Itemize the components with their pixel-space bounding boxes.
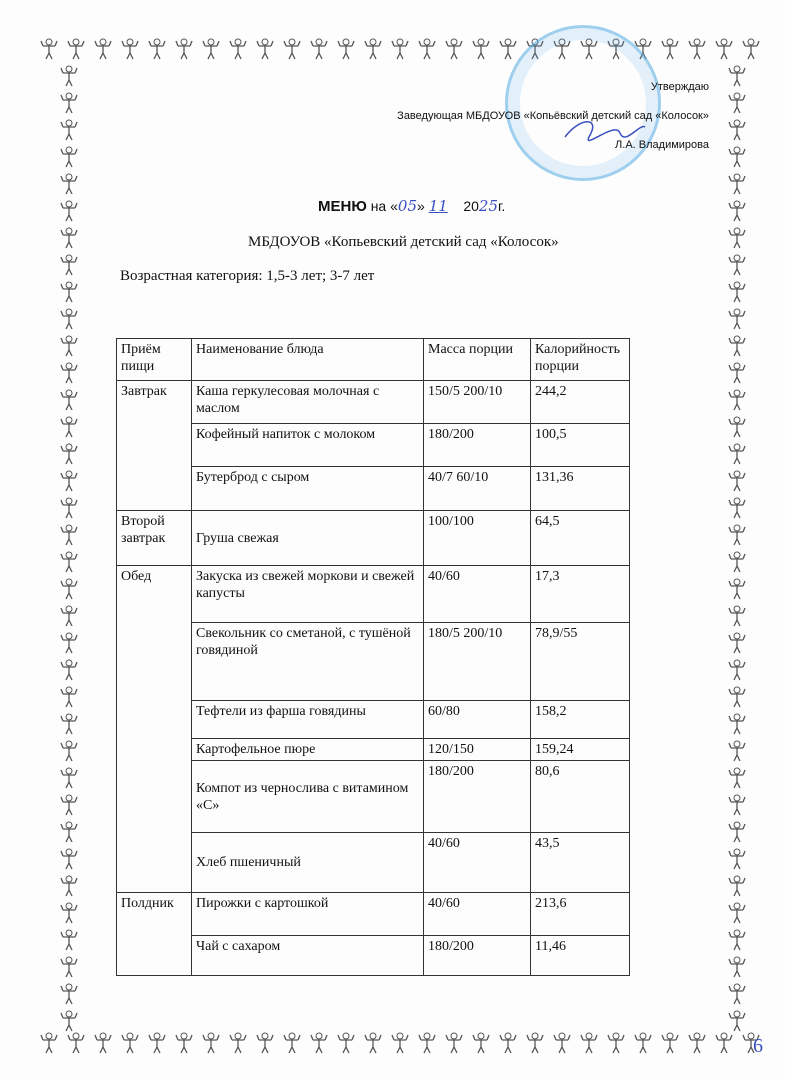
mass-cell: 40/60 <box>424 833 531 893</box>
dish-cell: Чай с сахаром <box>192 936 424 976</box>
child-figure-icon <box>728 551 746 573</box>
kcal-cell: 78,9/55 <box>531 623 630 701</box>
child-figure-icon <box>175 1032 193 1054</box>
child-figure-icon <box>728 524 746 546</box>
child-figure-icon <box>364 1032 382 1054</box>
child-figure-icon <box>175 38 193 60</box>
mass-cell: 40/7 60/10 <box>424 467 531 511</box>
child-figure-icon <box>728 173 746 195</box>
child-figure-icon <box>728 308 746 330</box>
child-figure-icon <box>337 38 355 60</box>
table-row <box>117 381 630 424</box>
child-figure-icon <box>728 416 746 438</box>
child-figure-icon <box>472 1032 490 1054</box>
child-figure-icon <box>60 794 78 816</box>
child-figure-icon <box>60 497 78 519</box>
child-figure-icon <box>60 956 78 978</box>
table-row <box>117 701 630 739</box>
menu-title: МЕНЮ <box>318 198 367 215</box>
dish-cell: Закуска из свежей моркови и свежей капусты <box>192 566 424 623</box>
approver-position: Заведующая МБДОУОВ «Копьёвский детский сад «Колосок» <box>397 110 709 122</box>
child-figure-icon <box>310 1032 328 1054</box>
child-figure-icon <box>60 254 78 276</box>
child-figure-icon <box>728 389 746 411</box>
child-figure-icon <box>728 821 746 843</box>
kcal-cell: 43,5 <box>531 833 630 893</box>
child-figure-icon <box>60 308 78 330</box>
child-figure-icon <box>40 38 58 60</box>
dish-cell: Каша геркулесовая молочная с маслом <box>192 381 424 424</box>
dish-cell: Свекольник со сметаной, с тушёной говядиной <box>192 623 424 701</box>
dish-cell: Пирожки с картошкой <box>192 893 424 936</box>
child-figure-icon <box>60 740 78 762</box>
child-figure-icon <box>728 659 746 681</box>
child-figure-icon <box>728 956 746 978</box>
child-figure-icon <box>742 38 760 60</box>
kcal-cell: 131,36 <box>531 467 630 511</box>
child-figure-icon <box>728 605 746 627</box>
child-figure-icon <box>580 1032 598 1054</box>
date-day: 05 <box>397 197 417 215</box>
child-figure-icon <box>121 38 139 60</box>
child-figure-icon <box>67 1032 85 1054</box>
mass-cell: 180/5 200/10 <box>424 623 531 701</box>
child-figure-icon <box>60 875 78 897</box>
dish-cell: Картофельное пюре <box>192 739 424 761</box>
child-figure-icon <box>661 38 679 60</box>
child-figure-icon <box>60 578 78 600</box>
child-figure-icon <box>60 416 78 438</box>
table-row <box>117 739 630 761</box>
child-figure-icon <box>728 65 746 87</box>
child-figure-icon <box>283 38 301 60</box>
child-figure-icon <box>728 902 746 924</box>
child-figure-icon <box>728 92 746 114</box>
child-figure-icon <box>364 38 382 60</box>
child-figure-icon <box>445 38 463 60</box>
child-figure-icon <box>60 1010 78 1032</box>
dish-cell: Компот из чернослива с витамином «С» <box>192 761 424 833</box>
child-figure-icon <box>60 362 78 384</box>
dish-cell: Хлеб пшеничный <box>192 833 424 893</box>
mass-cell: 120/150 <box>424 739 531 761</box>
child-figure-icon <box>728 740 746 762</box>
child-figure-icon <box>728 200 746 222</box>
child-figure-icon <box>60 686 78 708</box>
child-figure-icon <box>229 38 247 60</box>
date-month: 11 <box>428 197 448 215</box>
approver-name: Л.А. Владимирова <box>615 139 709 151</box>
column-header: Наименование блюда <box>192 339 424 381</box>
child-figure-icon <box>728 578 746 600</box>
child-figure-icon <box>553 1032 571 1054</box>
column-header: Масса порции <box>424 339 531 381</box>
page-number: 6 <box>753 1035 763 1057</box>
child-figure-icon <box>728 281 746 303</box>
mass-cell: 40/60 <box>424 566 531 623</box>
table-row <box>117 893 630 936</box>
mass-cell: 40/60 <box>424 893 531 936</box>
child-figure-icon <box>60 200 78 222</box>
child-figure-icon <box>60 659 78 681</box>
menu-table <box>116 338 630 976</box>
child-figure-icon <box>256 38 274 60</box>
kcal-cell: 80,6 <box>531 761 630 833</box>
page-title <box>318 197 505 215</box>
child-figure-icon <box>60 848 78 870</box>
child-figure-icon <box>728 227 746 249</box>
child-figure-icon <box>728 713 746 735</box>
child-figure-icon <box>148 38 166 60</box>
child-figure-icon <box>60 929 78 951</box>
child-figure-icon <box>60 902 78 924</box>
table-row <box>117 623 630 701</box>
child-figure-icon <box>728 443 746 465</box>
age-category: Возрастная категория: 1,5-3 лет; 3-7 лет <box>120 268 375 284</box>
mass-cell: 180/200 <box>424 936 531 976</box>
mass-cell: 180/200 <box>424 761 531 833</box>
approve-label: Утверждаю <box>650 81 709 93</box>
child-figure-icon <box>728 794 746 816</box>
child-figure-icon <box>67 38 85 60</box>
child-figure-icon <box>728 362 746 384</box>
child-figure-icon <box>728 254 746 276</box>
kcal-cell: 213,6 <box>531 893 630 936</box>
meal-cell: Второй завтрак <box>117 511 192 566</box>
child-figure-icon <box>60 227 78 249</box>
child-figure-icon <box>607 1032 625 1054</box>
child-figure-icon <box>418 1032 436 1054</box>
child-figure-icon <box>94 38 112 60</box>
child-figure-icon <box>283 1032 301 1054</box>
child-figure-icon <box>60 551 78 573</box>
child-figure-icon <box>60 146 78 168</box>
kcal-cell: 159,24 <box>531 739 630 761</box>
child-figure-icon <box>728 632 746 654</box>
mass-cell: 150/5 200/10 <box>424 381 531 424</box>
child-figure-icon <box>445 1032 463 1054</box>
child-figure-icon <box>60 65 78 87</box>
child-figure-icon <box>256 1032 274 1054</box>
child-figure-icon <box>60 524 78 546</box>
table-row <box>117 566 630 623</box>
child-figure-icon <box>60 470 78 492</box>
kcal-cell: 11,46 <box>531 936 630 976</box>
child-figure-icon <box>60 173 78 195</box>
child-figure-icon <box>728 1010 746 1032</box>
child-figure-icon <box>728 470 746 492</box>
child-figure-icon <box>60 767 78 789</box>
child-figure-icon <box>60 605 78 627</box>
child-figure-icon <box>202 1032 220 1054</box>
meal-cell: Обед <box>117 566 192 893</box>
child-figure-icon <box>60 389 78 411</box>
child-figure-icon <box>60 632 78 654</box>
year-prefix: 20 <box>463 198 479 214</box>
child-figure-icon <box>60 713 78 735</box>
child-figure-icon <box>728 335 746 357</box>
mass-cell: 60/80 <box>424 701 531 739</box>
child-figure-icon <box>688 38 706 60</box>
child-figure-icon <box>60 281 78 303</box>
child-figure-icon <box>728 983 746 1005</box>
approval-block <box>397 73 709 160</box>
date-year: 25 <box>478 197 499 215</box>
column-header: Калорийность порции <box>531 339 630 381</box>
kcal-cell: 64,5 <box>531 511 630 566</box>
table-row <box>117 511 630 566</box>
kcal-cell: 158,2 <box>531 701 630 739</box>
child-figure-icon <box>60 821 78 843</box>
child-figure-icon <box>715 1032 733 1054</box>
table-row <box>117 833 630 893</box>
mass-cell: 180/200 <box>424 424 531 467</box>
child-figure-icon <box>202 38 220 60</box>
table-row <box>117 467 630 511</box>
child-figure-icon <box>634 1032 652 1054</box>
child-figure-icon <box>526 1032 544 1054</box>
child-figure-icon <box>229 1032 247 1054</box>
meal-cell: Завтрак <box>117 381 192 511</box>
child-figure-icon <box>728 848 746 870</box>
table-row <box>117 424 630 467</box>
child-figure-icon <box>728 686 746 708</box>
kcal-cell: 100,5 <box>531 424 630 467</box>
mass-cell: 100/100 <box>424 511 531 566</box>
child-figure-icon <box>728 929 746 951</box>
child-figure-icon <box>728 146 746 168</box>
child-figure-icon <box>60 335 78 357</box>
table-row <box>117 936 630 976</box>
child-figure-icon <box>728 767 746 789</box>
child-figure-icon <box>40 1032 58 1054</box>
child-figure-icon <box>728 497 746 519</box>
child-figure-icon <box>60 119 78 141</box>
title-mid: » <box>417 198 425 214</box>
dish-cell: Бутерброд с сыром <box>192 467 424 511</box>
child-figure-icon <box>60 92 78 114</box>
dish-cell: Груша свежая <box>192 511 424 566</box>
child-figure-icon <box>688 1032 706 1054</box>
child-figure-icon <box>391 38 409 60</box>
child-figure-icon <box>728 875 746 897</box>
child-figure-icon <box>121 1032 139 1054</box>
kcal-cell: 17,3 <box>531 566 630 623</box>
child-figure-icon <box>499 38 517 60</box>
meal-cell: Полдник <box>117 893 192 976</box>
kcal-cell: 244,2 <box>531 381 630 424</box>
dish-cell: Кофейный напиток с молоком <box>192 424 424 467</box>
title-on: на « <box>370 198 398 214</box>
column-header: Приём пищи <box>117 339 192 381</box>
organization: МБДОУОВ «Копьевский детский сад «Колосок» <box>248 234 559 250</box>
child-figure-icon <box>728 119 746 141</box>
title-suffix: г. <box>498 198 506 214</box>
child-figure-icon <box>337 1032 355 1054</box>
child-figure-icon <box>418 38 436 60</box>
table-header-row <box>117 339 630 381</box>
child-figure-icon <box>94 1032 112 1054</box>
child-figure-icon <box>472 38 490 60</box>
child-figure-icon <box>715 38 733 60</box>
child-figure-icon <box>60 443 78 465</box>
child-figure-icon <box>148 1032 166 1054</box>
table-row <box>117 761 630 833</box>
child-figure-icon <box>310 38 328 60</box>
child-figure-icon <box>661 1032 679 1054</box>
child-figure-icon <box>60 983 78 1005</box>
child-figure-icon <box>391 1032 409 1054</box>
child-figure-icon <box>499 1032 517 1054</box>
dish-cell: Тефтели из фарша говядины <box>192 701 424 739</box>
